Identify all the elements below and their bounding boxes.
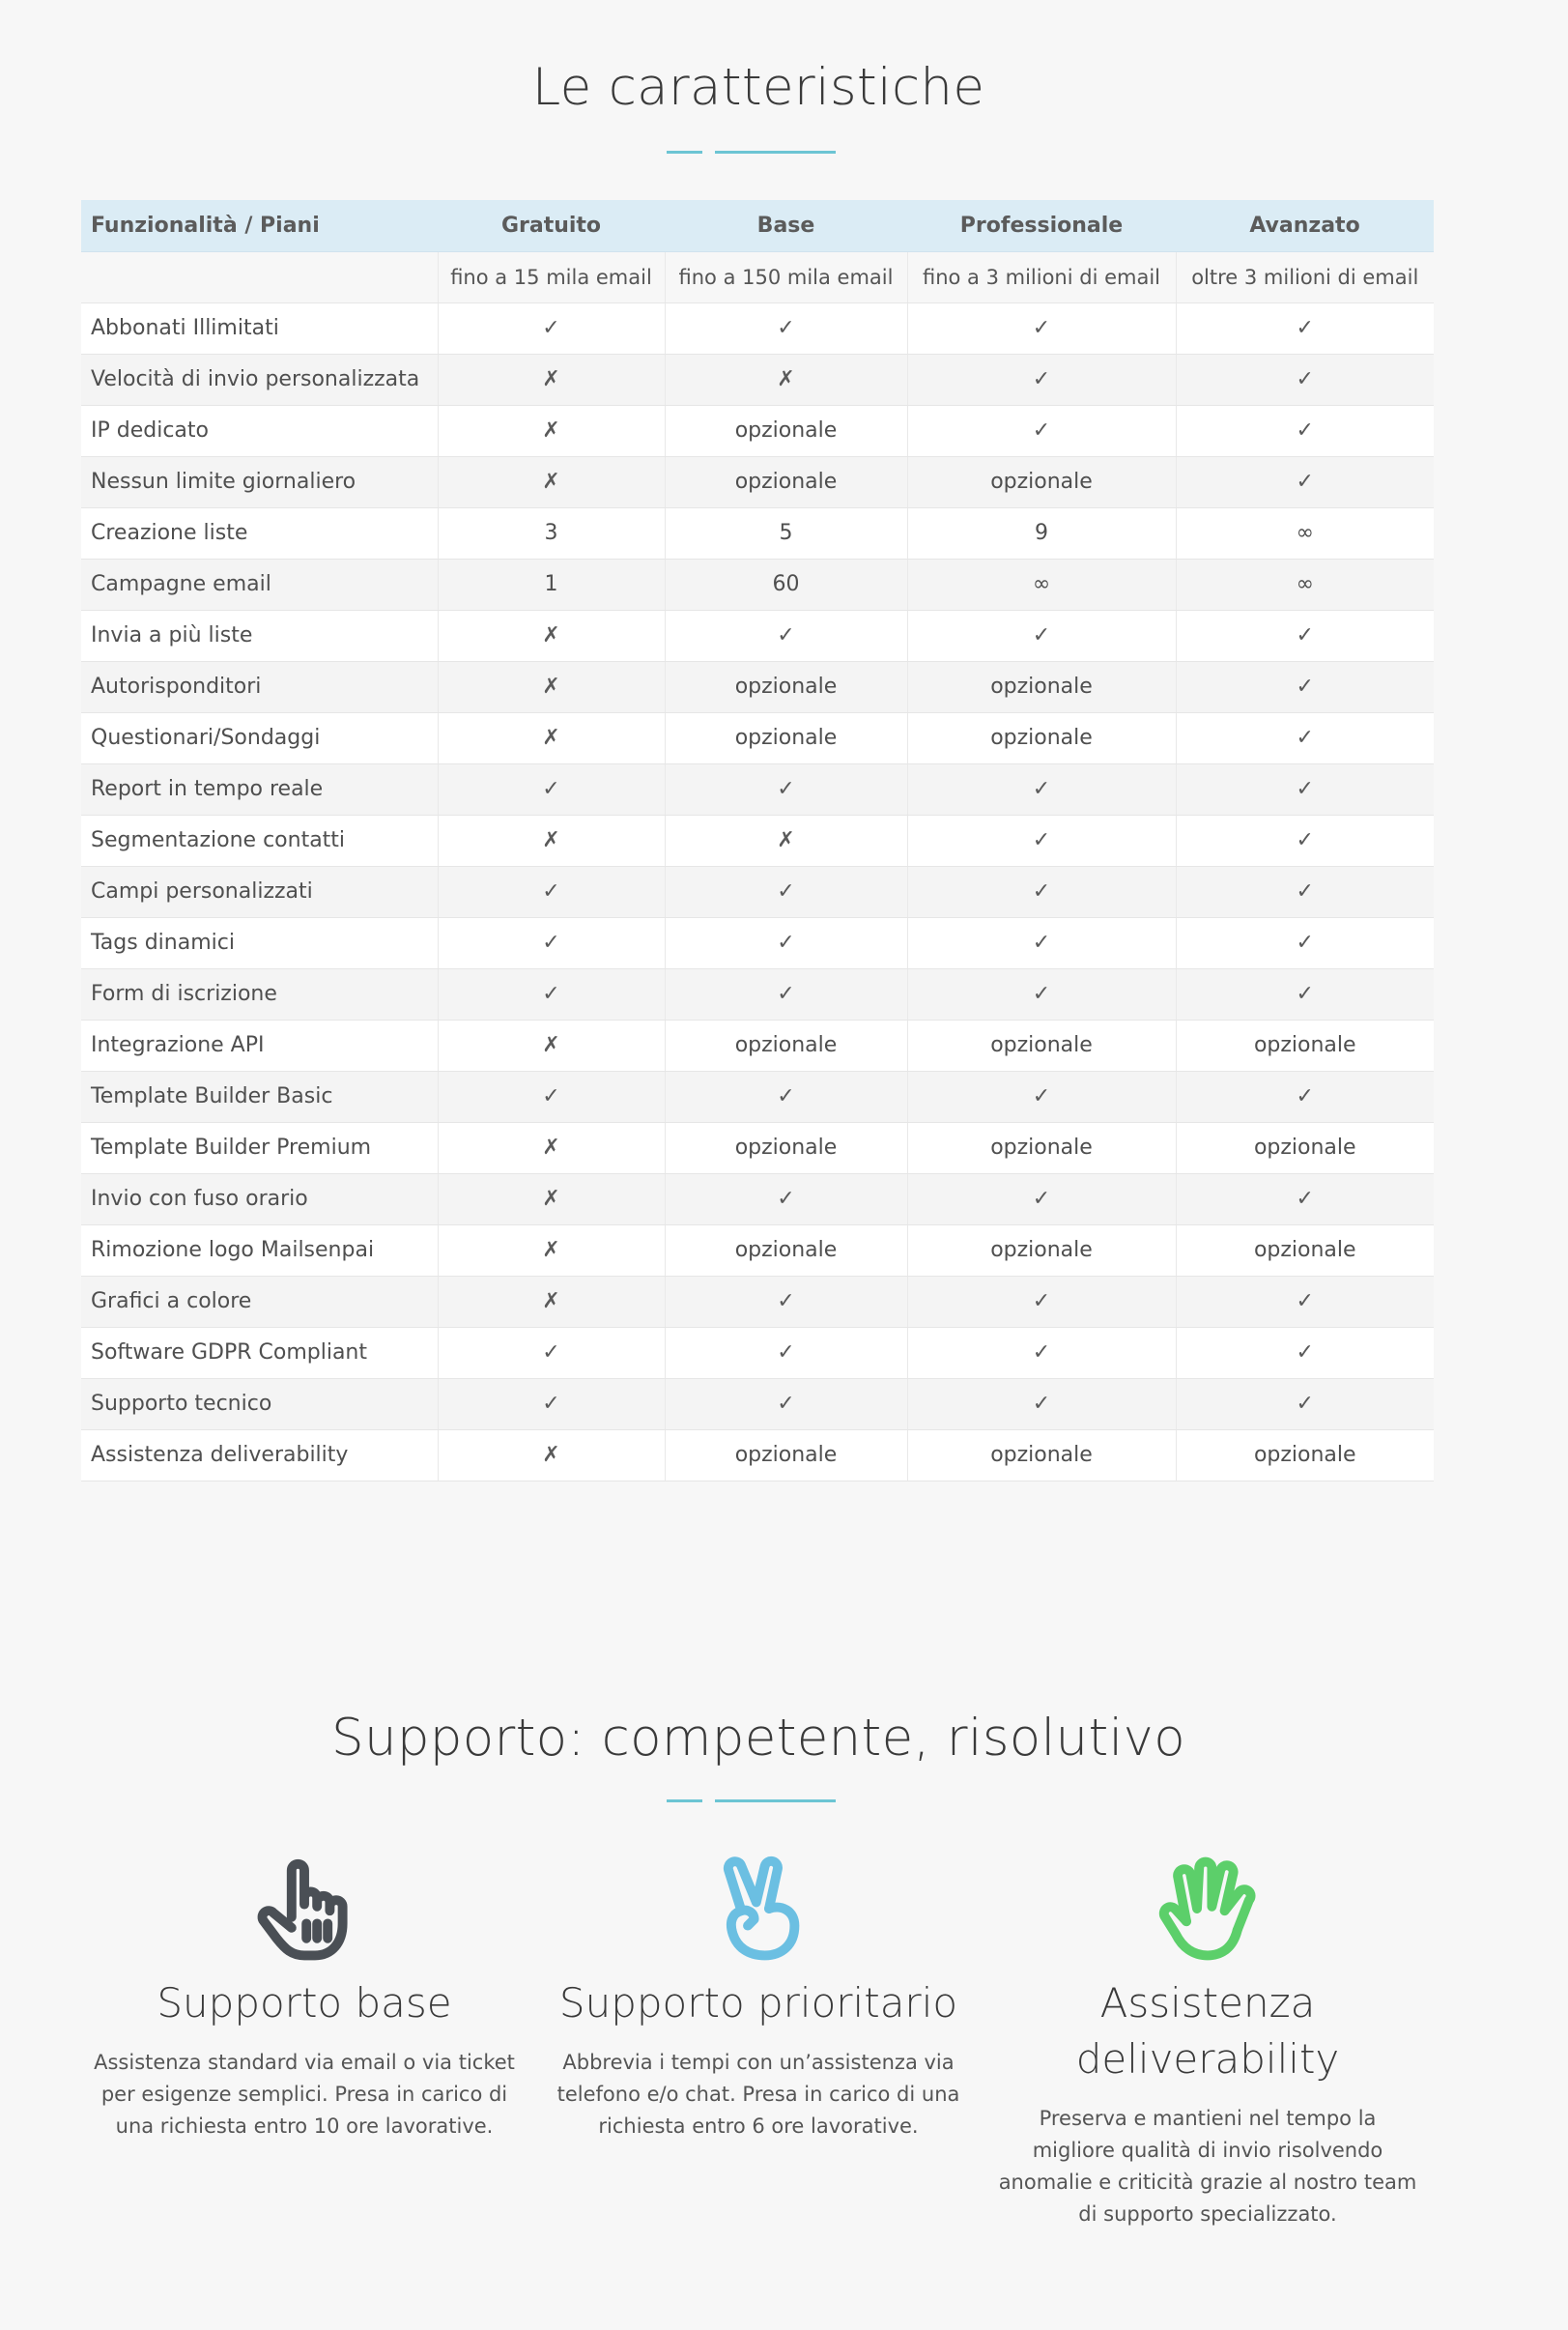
plan-value-cell: ✗ [438,405,665,456]
plan-value-cell: ✗ [438,1173,665,1224]
plan-value-cell: opzionale [665,456,907,507]
plan-value-cell: ✓ [907,610,1176,661]
plan-value-cell: 1 [438,559,665,610]
plan-value-cell: opzionale [907,456,1176,507]
feature-name-cell: Integrazione API [81,1020,438,1071]
plan-value-cell: ✓ [1176,661,1434,712]
header-features: Funzionalità / Piani [81,200,438,251]
plan-value-cell: ✓ [907,1276,1176,1327]
table-body [81,302,1434,1481]
plan-value-cell: 9 [907,507,1176,559]
table-row [81,712,1434,763]
plan-value-cell: ✓ [665,763,907,815]
header-plan-avanzato: Avanzato [1176,200,1434,251]
plan-value-cell: ✓ [907,354,1176,405]
feature-name-cell: Invia a più liste [81,610,438,661]
plan-value-cell: opzionale [665,1020,907,1071]
plan-value-cell: ✓ [438,917,665,968]
table-row [81,456,1434,507]
plan-value-cell: 5 [665,507,907,559]
plan-value-cell: ✓ [1176,610,1434,661]
feature-name-cell: Creazione liste [81,507,438,559]
plan-value-cell: ✗ [438,1122,665,1173]
subheader-professionale: fino a 3 milioni di email [907,251,1176,302]
plan-value-cell: ✓ [1176,763,1434,815]
plan-value-cell: opzionale [1176,1429,1434,1481]
feature-name-cell: Abbonati Illimitati [81,302,438,354]
header-plan-gratuito: Gratuito [438,200,665,251]
table-row [81,1429,1434,1481]
header-plan-professionale: Professionale [907,200,1176,251]
plan-value-cell: ✓ [665,610,907,661]
subheader-avanzato: oltre 3 milioni di email [1176,251,1434,302]
plan-value-cell: 3 [438,507,665,559]
feature-name-cell: Velocità di invio personalizzata [81,354,438,405]
plan-value-cell: ✗ [438,354,665,405]
plan-value-cell: ✓ [907,302,1176,354]
subheader-gratuito: fino a 15 mila email [438,251,665,302]
table-row [81,815,1434,866]
feature-name-cell: Grafici a colore [81,1276,438,1327]
plan-value-cell: opzionale [1176,1122,1434,1173]
feature-name-cell: Report in tempo reale [81,763,438,815]
support-base-card [87,1855,522,2143]
plan-value-cell: ✗ [438,456,665,507]
table-row [81,763,1434,815]
feature-name-cell: Autorisponditori [81,661,438,712]
feature-name-cell: Campi personalizzati [81,866,438,917]
plan-value-cell: ✓ [665,1327,907,1378]
plan-value-cell: ✓ [1176,302,1434,354]
plan-value-cell: ∞ [1176,507,1434,559]
plan-value-cell: opzionale [665,1429,907,1481]
support-title-divider [667,1799,836,1802]
table-row [81,1378,1434,1429]
open-hand-icon [1155,1855,1261,1962]
plan-value-cell: opzionale [665,1224,907,1276]
plan-value-cell: ✗ [438,1224,665,1276]
feature-name-cell: Questionari/Sondaggi [81,712,438,763]
table-row [81,1276,1434,1327]
plan-value-cell: opzionale [907,1224,1176,1276]
plan-value-cell: ✓ [907,968,1176,1020]
plan-value-cell: opzionale [907,1429,1176,1481]
plan-value-cell: ✓ [1176,917,1434,968]
plan-value-cell: ✗ [438,661,665,712]
plan-value-cell: ✓ [907,866,1176,917]
plan-value-cell: ✓ [1176,968,1434,1020]
plan-value-cell: ✓ [1176,405,1434,456]
features-table [81,200,1434,1481]
plan-value-cell: ✗ [438,1020,665,1071]
table-row [81,610,1434,661]
plan-value-cell: ✓ [1176,1327,1434,1378]
table-row [81,1173,1434,1224]
peace-hand-icon [705,1855,812,1962]
plan-value-cell: opzionale [665,405,907,456]
plan-value-cell: ✓ [438,866,665,917]
plan-value-cell: opzionale [1176,1020,1434,1071]
plan-value-cell: ✗ [665,354,907,405]
plan-value-cell: 60 [665,559,907,610]
plan-value-cell: ✓ [1176,456,1434,507]
plan-value-cell: ∞ [907,559,1176,610]
table-header-row [81,200,1434,251]
plan-value-cell: ✓ [665,1276,907,1327]
feature-name-cell: Template Builder Premium [81,1122,438,1173]
support-base-text: Assistenza standard via email o via ticket per esigenze semplici. Presa in carico di una richiesta entro 10 ore lavorative. [94,2051,515,2138]
feature-name-cell: Campagne email [81,559,438,610]
feature-name-cell: IP dedicato [81,405,438,456]
table-row [81,1122,1434,1173]
support-base-title: Supporto base [157,1979,452,2027]
plan-value-cell: ✓ [907,763,1176,815]
table-subheader-row [81,251,1434,302]
plan-value-cell: ✗ [665,815,907,866]
table-row [81,559,1434,610]
plan-value-cell: ✓ [907,1327,1176,1378]
support-deliverability-card [995,1855,1420,2230]
plan-value-cell: ✗ [438,712,665,763]
table-row [81,1224,1434,1276]
feature-name-cell: Supporto tecnico [81,1378,438,1429]
plan-value-cell: ✓ [907,405,1176,456]
plan-value-cell: ✗ [438,815,665,866]
support-priority-title: Supporto prioritario [558,1979,958,2027]
plan-value-cell: ✓ [907,1173,1176,1224]
plan-value-cell: opzionale [1176,1224,1434,1276]
support-deliverability-text: Preserva e mantieni nel tempo la migliore qualità di invio risolvendo anomalie e criticità grazie al nostro team di supporto specializzato. [998,2107,1417,2226]
plan-value-cell: ∞ [1176,559,1434,610]
plan-value-cell: ✓ [438,968,665,1020]
plan-value-cell: ✓ [907,1378,1176,1429]
plan-value-cell: ✓ [438,763,665,815]
plan-value-cell: ✓ [907,1071,1176,1122]
header-plan-base: Base [665,200,907,251]
table-row [81,405,1434,456]
plan-value-cell: ✓ [1176,712,1434,763]
pointing-hand-icon [251,1855,357,1962]
feature-name-cell: Form di iscrizione [81,968,438,1020]
plan-value-cell: ✓ [438,1071,665,1122]
plan-value-cell: opzionale [907,1122,1176,1173]
table-row [81,507,1434,559]
subheader-empty [81,251,438,302]
plan-value-cell: ✓ [438,1327,665,1378]
plan-value-cell: opzionale [907,661,1176,712]
plan-value-cell: ✓ [1176,1071,1434,1122]
table-row [81,866,1434,917]
feature-name-cell: Rimozione logo Mailsenpai [81,1224,438,1276]
plan-value-cell: opzionale [665,712,907,763]
feature-name-cell: Assistenza deliverability [81,1429,438,1481]
table-row [81,968,1434,1020]
plan-value-cell: ✓ [1176,1276,1434,1327]
plan-value-cell: ✗ [438,1429,665,1481]
subheader-base: fino a 150 mila email [665,251,907,302]
feature-name-cell: Nessun limite giornaliero [81,456,438,507]
plan-value-cell: ✗ [438,610,665,661]
feature-name-cell: Software GDPR Compliant [81,1327,438,1378]
plan-value-cell: opzionale [907,712,1176,763]
plan-value-cell: ✓ [665,866,907,917]
plan-value-cell: ✓ [1176,866,1434,917]
features-title: Le caratteristiche [531,58,985,117]
support-priority-text: Abbrevia i tempi con un’assistenza via telefono e/o chat. Presa in carico di una richiesta entro 6 ore lavorative. [556,2051,960,2138]
feature-name-cell: Tags dinamici [81,917,438,968]
plan-value-cell: opzionale [907,1020,1176,1071]
table-row [81,661,1434,712]
plan-value-cell: ✓ [1176,354,1434,405]
support-deliverability-title: Assistenza deliverability [1075,1979,1340,2083]
feature-name-cell: Template Builder Basic [81,1071,438,1122]
plan-value-cell: ✓ [1176,1173,1434,1224]
plan-value-cell: ✓ [907,917,1176,968]
plan-value-cell: ✓ [1176,1378,1434,1429]
table-row [81,1327,1434,1378]
plan-value-cell: ✓ [665,1173,907,1224]
support-priority-card [541,1855,976,2143]
support-title: Supporto: competente, risolutivo [331,1709,1185,1768]
features-title-divider [667,151,836,154]
plan-value-cell: opzionale [665,1122,907,1173]
plan-value-cell: ✓ [438,302,665,354]
table-row [81,1071,1434,1122]
plan-value-cell: ✓ [665,1071,907,1122]
plan-value-cell: ✓ [665,1378,907,1429]
feature-name-cell: Invio con fuso orario [81,1173,438,1224]
table-row [81,354,1434,405]
table-row [81,1020,1434,1071]
plan-value-cell: ✓ [665,917,907,968]
table-row [81,302,1434,354]
table-row [81,917,1434,968]
plan-value-cell: ✓ [907,815,1176,866]
plan-value-cell: opzionale [665,661,907,712]
plan-value-cell: ✓ [438,1378,665,1429]
plan-value-cell: ✗ [438,1276,665,1327]
feature-name-cell: Segmentazione contatti [81,815,438,866]
plan-value-cell: ✓ [665,968,907,1020]
plan-value-cell: ✓ [665,302,907,354]
plan-value-cell: ✓ [1176,815,1434,866]
